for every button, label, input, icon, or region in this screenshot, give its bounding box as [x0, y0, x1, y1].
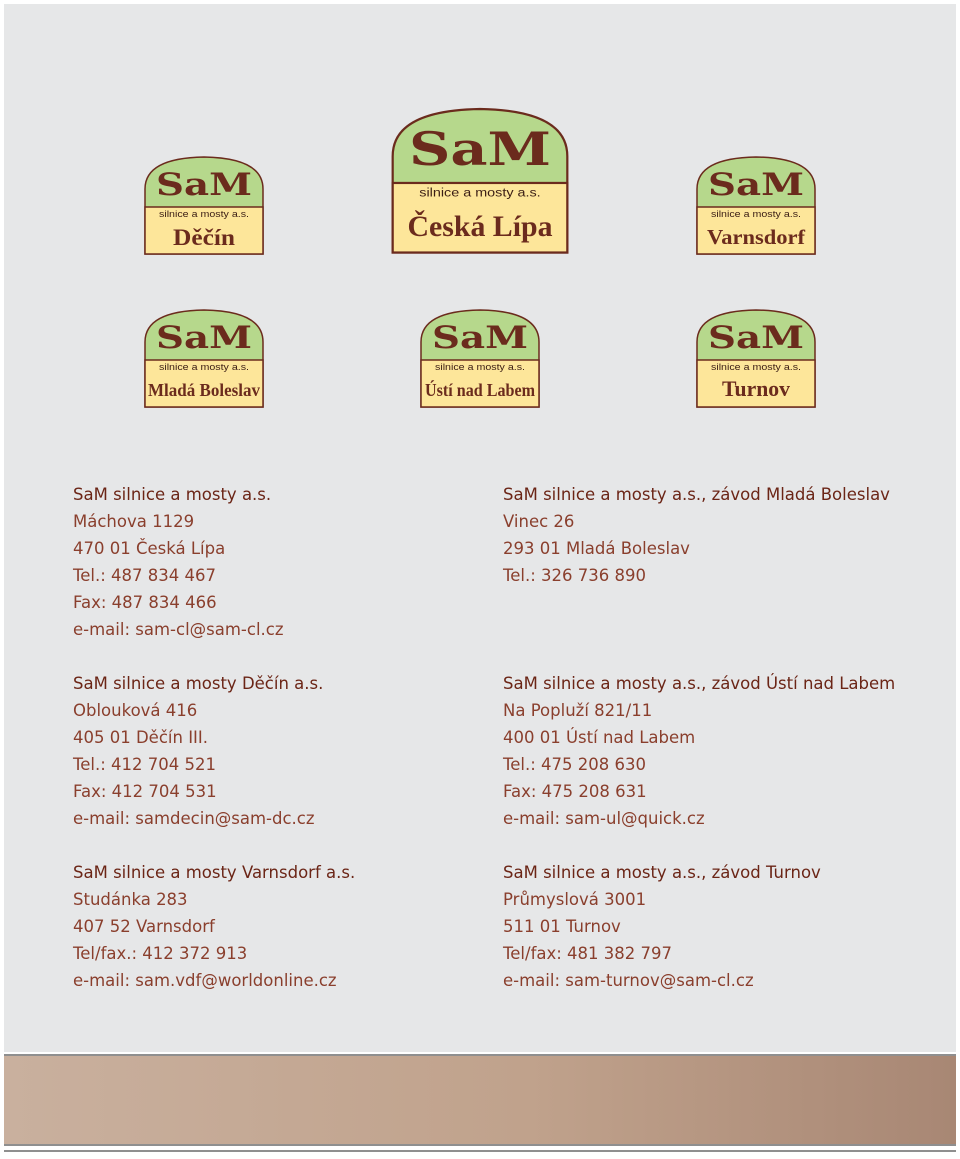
contact-turnov: [503, 859, 923, 994]
contact-street: Průmyslová 3001: [503, 890, 647, 909]
contact-mlada-boleslav: [503, 481, 923, 589]
contact-city: 407 52 Varnsdorf: [73, 917, 215, 936]
contact-phone: Tel.: 475 208 630: [503, 755, 647, 774]
logo-city: Turnov: [722, 376, 790, 401]
contact-phone: Tel.: 487 834 467: [73, 566, 217, 585]
contact-city: 400 01 Ústí nad Labem: [503, 728, 696, 747]
contact-phone: Tel.: 412 704 521: [73, 755, 217, 774]
contact-email: e-mail: sam-cl@sam-cl.cz: [73, 620, 284, 639]
contact-fax: Fax: 475 208 631: [503, 782, 647, 801]
logo-usti-nad-labem: [419, 308, 549, 408]
contact-name: SaM silnice a mosty Děčín a.s.: [73, 674, 324, 693]
logo-brand: SaM: [408, 122, 552, 177]
logo-varnsdorf: [695, 155, 817, 255]
contact-email: e-mail: sam-turnov@sam-cl.cz: [503, 971, 754, 990]
contact-name: SaM silnice a mosty a.s., závod Mladá Boleslav: [503, 485, 890, 504]
contact-usti-nad-labem: [503, 670, 923, 832]
contact-email: e-mail: sam.vdf@worldonline.cz: [73, 971, 337, 990]
contact-street: Máchova 1129: [73, 512, 195, 531]
logo-city: Varnsdorf: [707, 225, 807, 249]
footer-band: [4, 1054, 956, 1146]
contact-street: Studánka 283: [73, 890, 188, 909]
logo-tagline: silnice a mosty a.s.: [711, 209, 801, 219]
logo-brand: SaM: [708, 320, 804, 356]
logo-brand: SaM: [156, 167, 252, 203]
contact-city: 511 01 Turnov: [503, 917, 621, 936]
contact-street: Oblouková 416: [73, 701, 198, 720]
logo-city: Mladá Boleslav: [148, 380, 260, 400]
contact-varnsdorf: [73, 859, 493, 994]
contact-name: SaM silnice a mosty a.s., závod Ústí nad Labem: [503, 674, 896, 693]
contact-email: e-mail: samdecin@sam-dc.cz: [73, 809, 315, 828]
contact-street: Vinec 26: [503, 512, 575, 531]
contact-city: 470 01 Česká Lípa: [73, 539, 226, 558]
contact-phone: Tel/fax.: 412 372 913: [73, 944, 248, 963]
contact-phone: Tel.: 326 736 890: [503, 566, 647, 585]
logo-city: Česká Lípa: [407, 211, 552, 244]
contact-email: e-mail: sam-ul@quick.cz: [503, 809, 705, 828]
logo-tagline: silnice a mosty a.s.: [435, 362, 525, 372]
contact-name: SaM silnice a mosty a.s., závod Turnov: [503, 863, 821, 882]
logo-turnov: [695, 308, 817, 408]
logo-brand: SaM: [432, 320, 528, 356]
logo-tagline: silnice a mosty a.s.: [159, 362, 249, 372]
contact-decin: [73, 670, 493, 832]
logo-ceska-lipa: [390, 106, 570, 254]
logo-decin: [143, 155, 265, 255]
logo-tagline: silnice a mosty a.s.: [419, 185, 541, 200]
logo-tagline: silnice a mosty a.s.: [711, 362, 801, 372]
contact-city: 293 01 Mladá Boleslav: [503, 539, 690, 558]
logo-city: Děčín: [173, 225, 236, 250]
logo-city: Ústí nad Labem: [425, 380, 549, 400]
contact-fax: Fax: 487 834 466: [73, 593, 217, 612]
footer-divider: [4, 1150, 956, 1152]
contact-city: 405 01 Děčín III.: [73, 728, 209, 747]
contact-fax: Fax: 412 704 531: [73, 782, 217, 801]
logo-mlada-boleslav: [143, 308, 265, 408]
logo-tagline: silnice a mosty a.s.: [159, 209, 249, 219]
contact-street: Na Popluží 821/11: [503, 701, 653, 720]
contact-name: SaM silnice a mosty Varnsdorf a.s.: [73, 863, 356, 882]
contact-name: SaM silnice a mosty a.s.: [73, 485, 272, 504]
contact-phone: Tel/fax: 481 382 797: [503, 944, 673, 963]
contact-ceska-lipa: [73, 481, 493, 643]
logo-brand: SaM: [156, 320, 252, 356]
logo-brand: SaM: [708, 167, 804, 203]
